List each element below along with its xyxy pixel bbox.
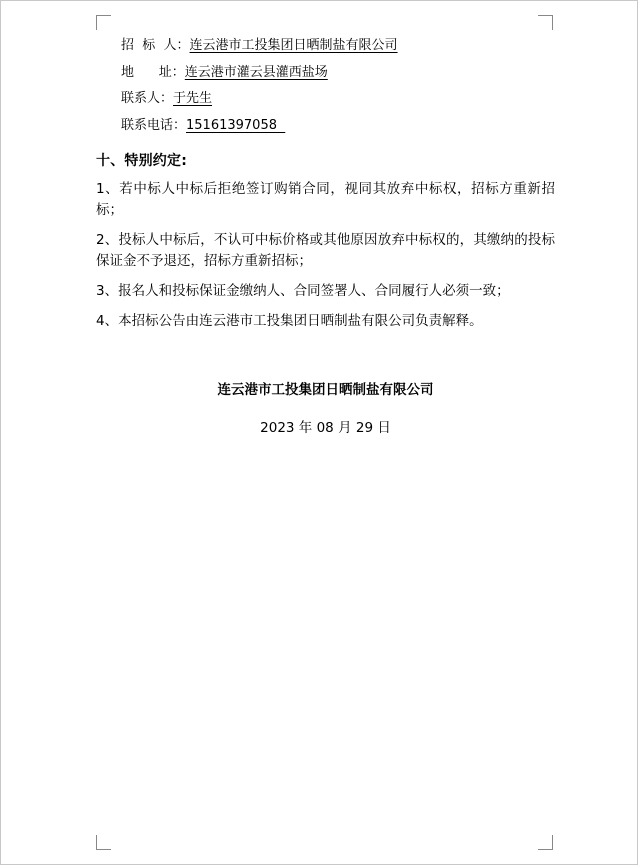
- field-value-phone: 15161397058: [186, 117, 286, 133]
- contact-info-block: [121, 37, 555, 134]
- clause-item-2: 2、投标人中标后，不认可中标价格或其他原因放弃中标权的，其缴纳的投标保证金不予退还，招标方重新招标；: [96, 232, 555, 269]
- field-value-contact-person: 于先生: [173, 91, 213, 107]
- field-value-bidder: 连云港市工投集团日晒制盐有限公司: [189, 38, 398, 53]
- crop-mark-top-left: [96, 15, 111, 30]
- field-label-bidder: 招 标 人：: [121, 38, 190, 53]
- crop-mark-bottom-left: [96, 835, 111, 850]
- crop-mark-bottom-right: [538, 835, 553, 850]
- clause-item-3: 3、报名人和投标保证金缴纳人、合同签署人、合同履行人必须一致；: [96, 282, 510, 299]
- clause-item-1: 1、若中标人中标后拒绝签订购销合同，视同其放弃中标权，招标方重新招标；: [96, 181, 555, 219]
- field-label-contact-person: 联系人：: [121, 91, 174, 107]
- field-row-bidder: [121, 37, 555, 55]
- field-row-address: [121, 64, 555, 82]
- field-label-phone: 联系电话：: [121, 117, 187, 133]
- field-row-phone: [121, 117, 555, 135]
- signature-company-name: 连云港市工投集团日晒制盐有限公司: [217, 381, 434, 398]
- field-label-address: 地 址：: [121, 64, 185, 80]
- document-content: [96, 31, 555, 436]
- signature-date: 2023 年 08 月 29 日: [260, 419, 391, 436]
- section-title-special-terms: 十、特别约定:: [96, 153, 187, 170]
- crop-mark-top-right: [538, 15, 553, 30]
- field-value-address: 连云港市灌云县灌西盐场: [184, 64, 328, 80]
- field-row-contact-person: [121, 90, 555, 108]
- clause-item-4: 4、本招标公告由连云港市工投集团日晒制盐有限公司负责解释。: [96, 312, 483, 329]
